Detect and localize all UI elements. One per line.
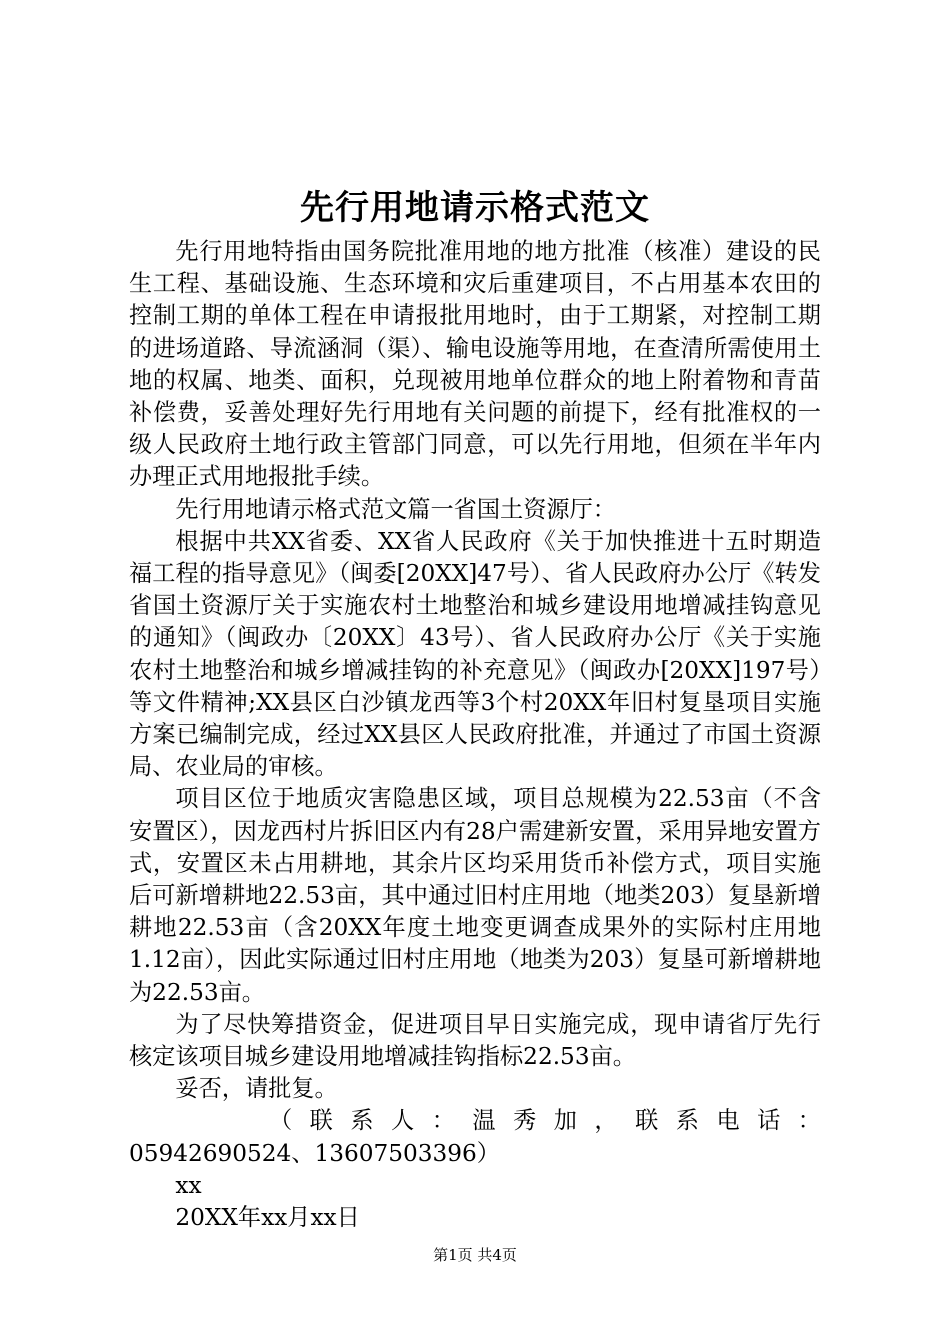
document-title: 先行用地请示格式范文: [300, 188, 650, 228]
page-footer: 第1页 共4页: [433, 1246, 517, 1264]
paragraph-closing: 妥否，请批复。: [175, 1075, 338, 1103]
paragraph-project-area: 项目区位于地质灾害隐患区域，项目总规模为22.53亩（不含安置区），因龙西村片拆旧区内有28户需建新安置，采用异地安置方式，安置区未占用耕地，其余片区均采用货币补偿方式，项目实施后可新增耕地22.53亩，其中通过旧村庄用地（地类203）复垦新增耕地22.53亩（含20XX年度土地变更调查成果外的实际村庄用地1.12亩），因此实际通过旧村庄用地（地类为203）复垦可新增耕地为22.53亩。: [129, 785, 821, 1006]
paragraph-intro: 先行用地特指由国务院批准用地的地方批准（核准）建设的民生工程、基础设施、生态环境和灾后重建项目，不占用基本农田的控制工期的单体工程在申请报批用地时，由于工期紧，对控制工期的进场道路、导流涵洞（渠）、输电设施等用地，在查清所需使用土地的权属、地类、面积，兑现被用地单位群众的地上附着物和青苗补偿费，妥善处理好先行用地有关问题的前提下，经有批准权的一级人民政府土地行政主管部门同意，可以先行用地，但须在半年内办理正式用地报批手续。: [129, 238, 821, 491]
paragraph-heading-sample: 先行用地请示格式范文篇一省国土资源厅：: [175, 495, 616, 523]
contact-phone-numbers: 05942690524、13607503396）: [129, 1139, 500, 1167]
document-date: 20XX年xx月xx日: [175, 1204, 360, 1232]
document-body: [129, 236, 821, 1234]
paragraph-basis: 根据中共XX省委、XX省人民政府《关于加快推进十五时期造福工程的指导意见》（闽委[20XX]47号）、省人民政府办公厅《转发省国土资源厅关于实施农村土地整治和城乡建设用地增减挂钩意见的通知》（闽政办〔20XX〕43号）、省人民政府办公厅《关于实施农村土地整治和城乡增减挂钩的补充意见》（闽政办[20XX]197号）等文件精神;XX县区白沙镇龙西等3个村20XX年旧村复垦项目实施方案已编制完成，经过XX县区人民政府批准，并通过了市国土资源局、农业局的审核。: [129, 527, 821, 781]
contact-line: （联系人：温秀加，联系电话：: [269, 1107, 821, 1135]
signer: xx: [175, 1171, 202, 1199]
paragraph-request: 为了尽快筹措资金，促进项目早日实施完成，现申请省厅先行核定该项目城乡建设用地增减挂钩指标22.53亩。: [129, 1010, 821, 1071]
